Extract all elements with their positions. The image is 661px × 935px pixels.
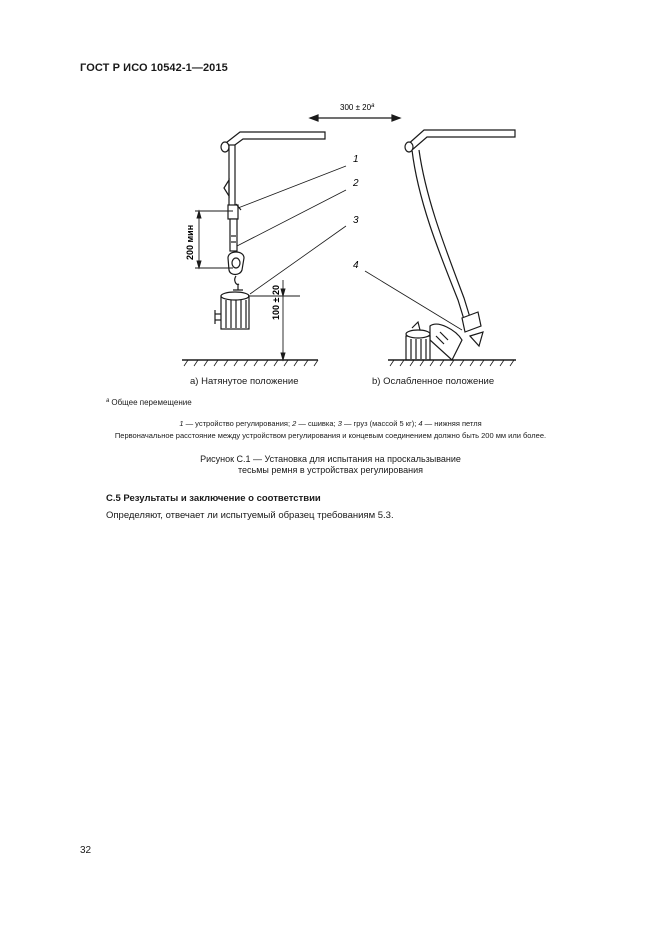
dimension-200-label: 200 мин [185, 224, 195, 260]
test-setup-figure [170, 95, 530, 370]
section-body: Определяют, отвечает ли испытуемый образец требованиям 5.3. [106, 510, 394, 521]
footnote [106, 398, 192, 407]
figure-title-line-2: тесьмы ремня в устройствах регулирования [237, 465, 423, 475]
section-heading: С.5 Результаты и заключение о соответствии [106, 493, 321, 504]
figure-title [80, 454, 581, 476]
ground-right [388, 360, 516, 366]
dimension-100-label: 100 ± 20 [271, 285, 281, 320]
figure-note: Первоначальное расстояние между устройством регулирования и концевым соединением должно быть 200 мм или более. [114, 431, 547, 440]
callout-1: 1 [353, 154, 359, 165]
footnote-marker: a [106, 398, 110, 404]
callout-4: 4 [353, 260, 359, 271]
figure-legend: 1 — устройство регулирования; 2 — сшивка; 3 — груз (массой 5 кг); 4 — нижняя петля [179, 419, 482, 428]
movement-label: $300 \pm 20^a$ [340, 103, 375, 112]
ground-left [182, 360, 318, 366]
document-header: ГОСТ Р ИСО 10542-1—2015 [80, 62, 228, 74]
footnote-text: Общее перемещение [111, 398, 192, 407]
slack-assembly [405, 130, 515, 360]
tensioned-assembly [215, 132, 325, 329]
page-number: 32 [80, 845, 92, 856]
caption-tensioned: a) Натянутое положение [190, 376, 299, 387]
callout-2: 2 [353, 178, 359, 189]
figure-title-line-1: Рисунок С.1 — Установка для испытания на проскальзывание [200, 454, 461, 464]
caption-slack: b) Ослабленное положение [372, 376, 495, 387]
callout-3: 3 [353, 215, 359, 226]
